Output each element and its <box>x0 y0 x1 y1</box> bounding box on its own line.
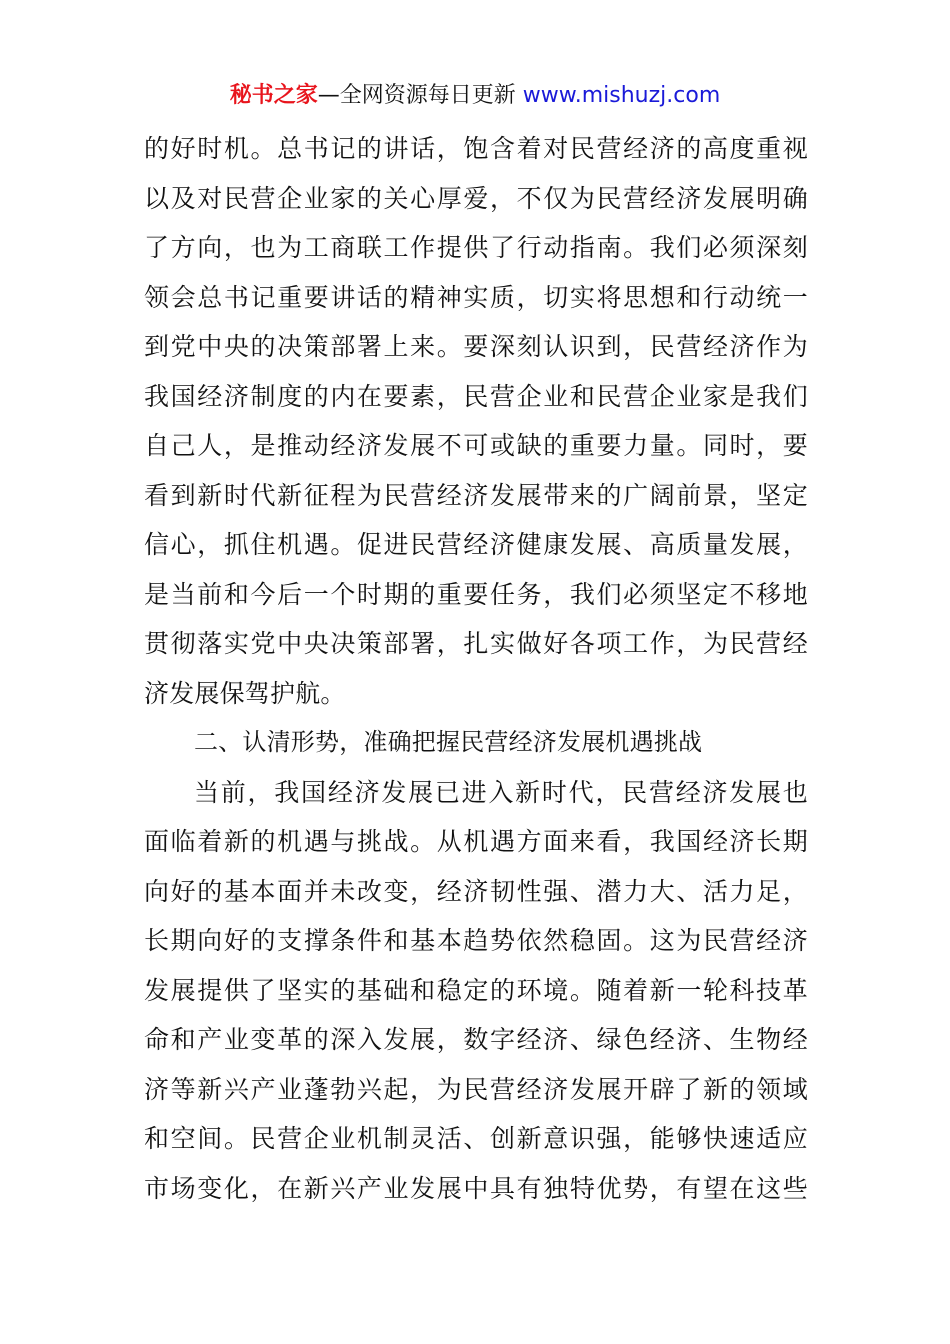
text-line: 当前，我国经济发展已进入新时代，民营经济发展也 <box>194 777 808 807</box>
site-tagline: —全网资源每日更新 <box>317 83 523 108</box>
site-header <box>0 80 950 112</box>
text-line: 发展提供了坚实的基础和稳定的环境。随着新一轮科技革 <box>144 975 808 1005</box>
text-line: 领会总书记重要讲话的精神实质，切实将思想和行动统一 <box>144 282 808 312</box>
text-line: 到党中央的决策部署上来。要深刻认识到，民营经济作为 <box>144 332 808 361</box>
text-line: 贯彻落实党中央决策部署，扎实做好各项工作，为民营经 <box>144 629 808 658</box>
document-body <box>144 124 808 1213</box>
section-heading: 二、认清形势，准确把握民营经济发展机遇挑战 <box>194 728 703 756</box>
text-line: 我国经济制度的内在要素，民营企业和民营企业家是我们 <box>144 381 808 411</box>
text-line: 面临着新的机遇与挑战。从机遇方面来看，我国经济长期 <box>144 827 808 856</box>
site-brand: 秘书之家 <box>229 83 318 108</box>
text-line: 和空间。民营企业机制灵活、创新意识强，能够快速适应 <box>144 1124 808 1153</box>
text-line: 向好的基本面并未改变，经济韧性强、潜力大、活力足， <box>144 876 808 906</box>
text-line: 了方向，也为工商联工作提供了行动指南。我们必须深刻 <box>144 233 808 262</box>
text-line: 长期向好的支撑条件和基本趋势依然稳固。这为民营经济 <box>144 926 808 955</box>
text-line: 济等新兴产业蓬勃兴起，为民营经济发展开辟了新的领域 <box>144 1074 808 1104</box>
text-line: 济发展保驾护航。 <box>144 678 346 708</box>
text-line: 自己人，是推动经济发展不可或缺的重要力量。同时，要 <box>144 431 808 460</box>
text-line: 以及对民营企业家的关心厚爱，不仅为民营经济发展明确 <box>144 183 808 213</box>
text-line: 的好时机。总书记的讲话，饱含着对民营经济的高度重视 <box>144 134 808 163</box>
text-line: 是当前和今后一个时期的重要任务，我们必须坚定不移地 <box>144 579 808 609</box>
text-line: 信心，抓住机遇。促进民营经济健康发展、高质量发展， <box>144 530 808 559</box>
text-line: 看到新时代新征程为民营经济发展带来的广阔前景，坚定 <box>144 480 808 510</box>
site-url[interactable]: www.mishuzj.com <box>522 83 721 108</box>
text-line: 市场变化，在新兴产业发展中具有独特优势，有望在这些 <box>144 1173 808 1203</box>
text-line: 命和产业变革的深入发展，数字经济、绿色经济、生物经 <box>144 1025 808 1054</box>
